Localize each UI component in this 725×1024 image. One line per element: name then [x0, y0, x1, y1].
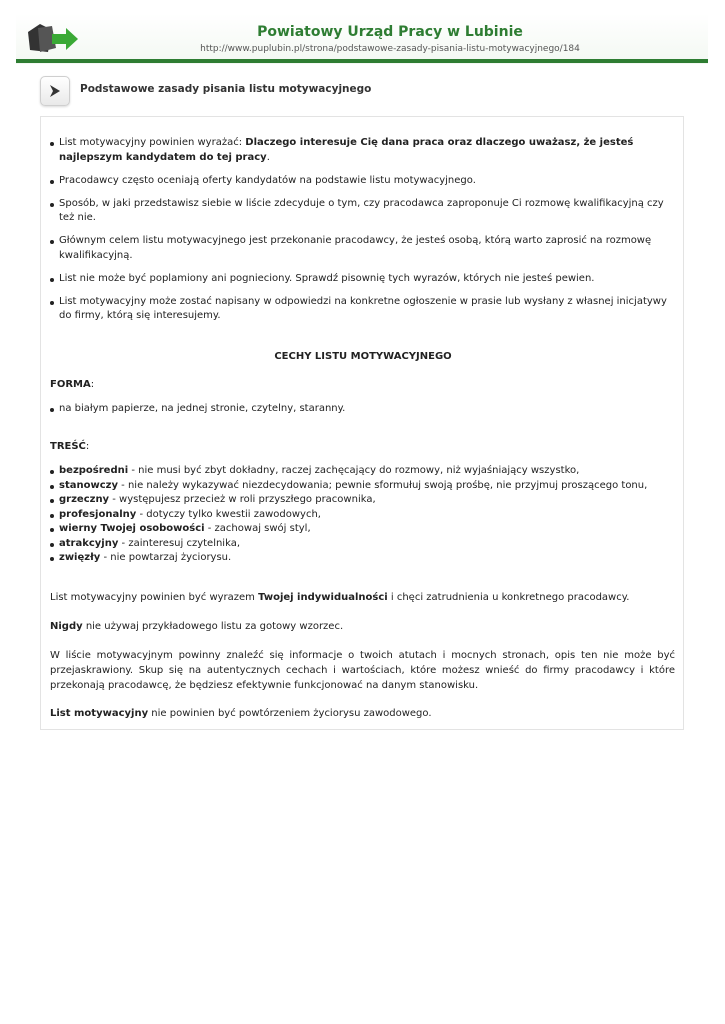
tresc-list: [50, 464, 675, 566]
list-item: na białym papierze, na jednej stronie, czytelny, staranny.: [50, 402, 675, 417]
tresc-label: TREŚĆ:: [50, 441, 90, 452]
list-item: zwięzły - nie powtarzaj życiorysu.: [50, 551, 675, 566]
list-item: wierny Twojej osobowości - zachowaj swój styl,: [50, 522, 675, 537]
list-item: Pracodawcy często oceniają oferty kandydatów na podstawie listu motywacyjnego.: [50, 174, 675, 189]
header-divider: [16, 59, 708, 63]
paragraph-individuality: List motywacyjny powinien być wyrazem Twojej indywidualności i chęci zatrudnienia u konkretnego pracodawcy.: [50, 592, 630, 603]
list-item: List motywacyjny powinien wyrażać: Dlaczego interesuje Cię dana praca oraz dlaczego uważasz, że jesteś najlepszym kandydatem do tej pracy.: [50, 136, 675, 165]
site-url[interactable]: http://www.puplubin.pl/strona/podstawowe-zasady-pisania-listu-motywacyjnego/184: [200, 44, 580, 54]
paragraph-never: Nigdy nie używaj przykładowego listu za gotowy wzorzec.: [50, 621, 344, 632]
site-title: Powiatowy Urząd Pracy w Lubinie: [257, 24, 523, 40]
paragraph-not-cv: List motywacyjny nie powinien być powtórzeniem życiorysu zawodowego.: [50, 708, 432, 719]
list-item: List motywacyjny może zostać napisany w odpowiedzi na konkretne ogłoszenie w prasie lub wysłany z własnej inicjatywy do firmy, którą się interesujemy.: [50, 295, 675, 324]
page-nav-button[interactable]: [40, 76, 70, 106]
logo-icon: [26, 22, 78, 54]
page-title: Podstawowe zasady pisania listu motywacyjnego: [80, 83, 372, 95]
list-item: List nie może być poplamiony ani pognieciony. Sprawdź pisownię tych wyrazów, których nie jesteś pewien.: [50, 272, 675, 287]
list-item: Sposób, w jaki przedstawisz siebie w liście zdecyduje o tym, czy pracodawca zaproponuje Ci rozmowę kwalifikacyjną czy też nie.: [50, 197, 675, 226]
section-heading: CECHY LISTU MOTYWACYJNEGO: [274, 351, 452, 362]
article-content: [40, 116, 684, 730]
forma-label: FORMA:: [50, 379, 95, 390]
chevron-right-icon: [49, 84, 61, 98]
list-item: Głównym celem listu motywacyjnego jest przekonanie pracodawcy, że jesteś osobą, którą warto zaprosić na rozmowę kwalifikacyjną.: [50, 234, 675, 263]
paragraph-strengths: W liście motywacyjnym powinny znaleźć się informacje o twoich atutach i mocnych stronach, opis ten nie może być przejaskrawiony. Skup się na autentycznych cechach i wartościach, które możesz wnieść do firmy pracodawcy i które przekonają pracodawcę, że będziesz efektywnie funkcjonować na danym stanowisku.: [50, 650, 675, 691]
list-item: bezpośredni - nie musi być zbyt dokładny, raczej zachęcający do rozmowy, niż wyjaśniający wszystko,: [50, 464, 675, 479]
list-item: atrakcyjny - zainteresuj czytelnika,: [50, 537, 675, 552]
forma-list: [50, 402, 675, 417]
list-item: stanowczy - nie należy wykazywać niezdecydowania; pewnie sformułuj swoją prośbę, nie przyjmuj proszącego tonu,: [50, 479, 675, 494]
intro-list: [50, 136, 675, 332]
list-item: grzeczny - występujesz przecież w roli przyszłego pracownika,: [50, 493, 675, 508]
list-item: profesjonalny - dotyczy tylko kwestii zawodowych,: [50, 508, 675, 523]
